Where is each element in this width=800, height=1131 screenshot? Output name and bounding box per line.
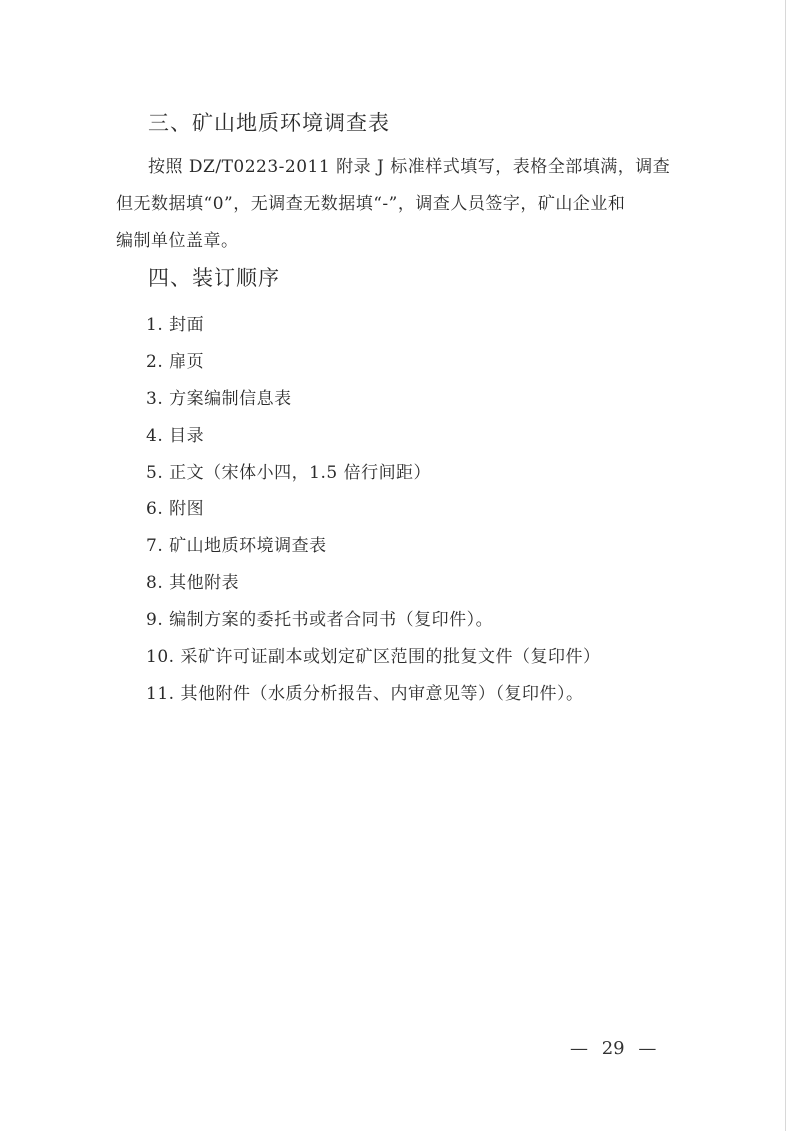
footer-dash-right: — bbox=[638, 1038, 657, 1059]
list-item: 2. 扉页 bbox=[146, 351, 205, 372]
section-heading-survey-table: 三、矿山地质环境调查表 bbox=[148, 111, 390, 135]
footer-dash-left: — bbox=[570, 1038, 588, 1059]
page-number: 29 bbox=[601, 1038, 625, 1059]
list-item: 5. 正文（宋体小四，1.5 倍行间距） bbox=[146, 462, 432, 483]
list-item: 8. 其他附表 bbox=[146, 573, 240, 594]
paragraph-line: 但无数据填“0”，无调查无数据填“-”，调查人员签字，矿山企业和 bbox=[116, 194, 626, 214]
list-item: 3. 方案编制信息表 bbox=[146, 388, 292, 409]
list-item: 11. 其他附件（水质分析报告、内审意见等）（复印件）。 bbox=[146, 683, 584, 704]
list-item: 4. 目录 bbox=[146, 425, 205, 446]
list-item: 6. 附图 bbox=[146, 499, 205, 520]
paragraph-line: 按照 DZ/T0223-2011 附录 J 标准样式填写，表格全部填满，调查 bbox=[148, 157, 671, 177]
list-item: 7. 矿山地质环境调查表 bbox=[146, 536, 327, 557]
paragraph-line: 编制单位盖章。 bbox=[116, 231, 239, 251]
page-footer bbox=[570, 1038, 656, 1059]
list-item: 9. 编制方案的委托书或者合同书（复印件）。 bbox=[146, 610, 494, 631]
list-item: 10. 采矿许可证副本或划定矿区范围的批复文件（复印件） bbox=[146, 647, 601, 668]
section-heading-binding-order: 四、装订顺序 bbox=[148, 266, 280, 290]
binding-order-list bbox=[146, 307, 600, 713]
page-edge-line bbox=[785, 0, 786, 1131]
list-item: 1. 封面 bbox=[146, 315, 205, 335]
